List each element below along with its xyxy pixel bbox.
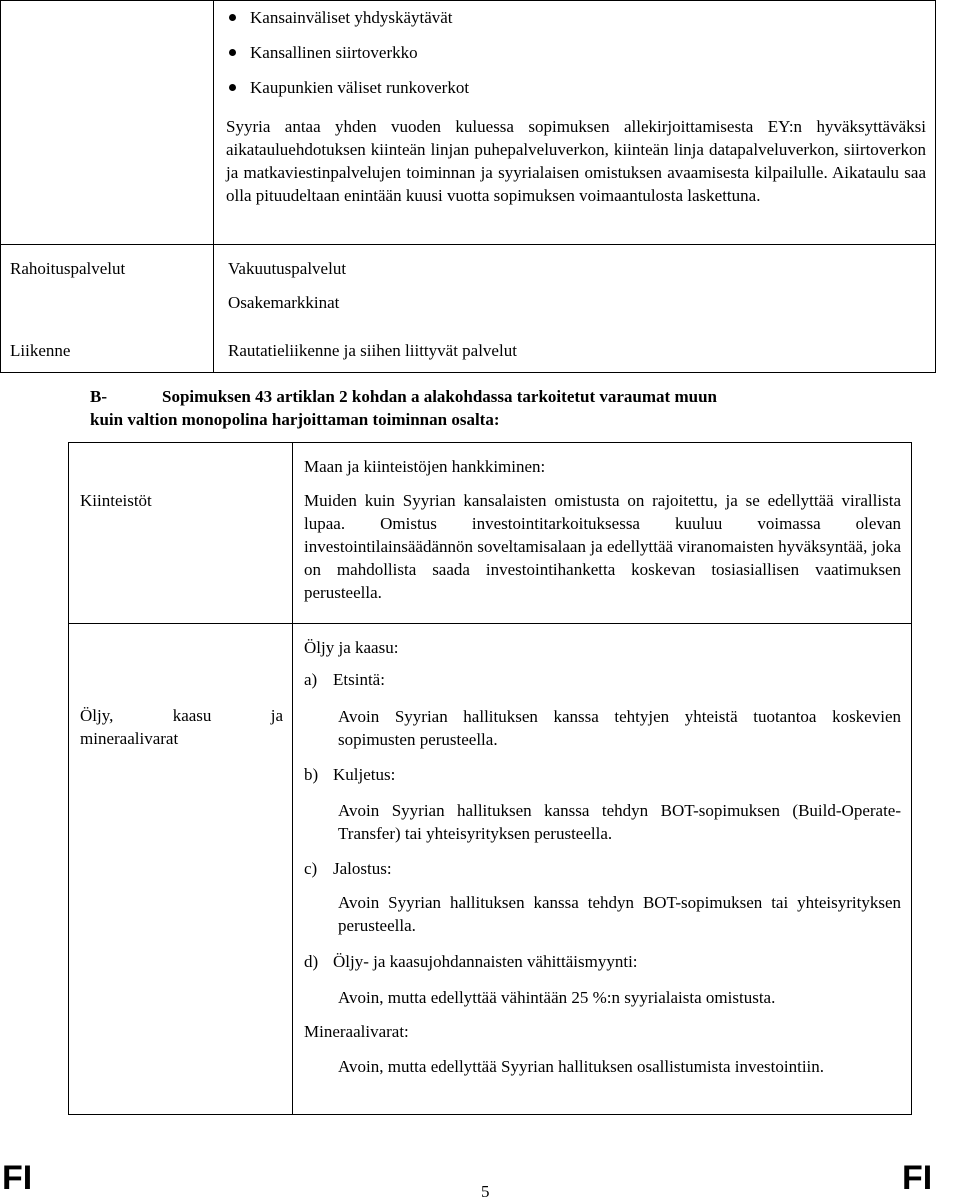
item-title-vahittaismyynti: Öljy- ja kaasujohdannaisten vähittäismyynti: (333, 952, 638, 971)
section-marker: B- (90, 387, 107, 406)
item-title-jalostus: Jalostus: (333, 859, 392, 878)
oil-gas-heading: Öljy ja kaasu: (304, 638, 399, 657)
row-item-rautatieliikenne: Rautatieliikenne ja siihen liittyvät palvelut (228, 341, 517, 360)
section-title-line1: Sopimuksen 43 artiklan 2 kohdan a alakohdassa tarkoitetut varaumat muun (162, 387, 717, 406)
item-letter-d: d) (304, 952, 319, 971)
row-label-oljy-line2: mineraalivarat (80, 729, 179, 748)
row-label-kiinteistot: Kiinteistöt (80, 491, 152, 510)
row-label-liikenne: Liikenne (10, 341, 71, 360)
row-item-osakemarkkinat: Osakemarkkinat (228, 293, 340, 312)
row-label-oljy-full (80, 704, 283, 727)
item-title-kuljetus: Kuljetus: (333, 765, 396, 784)
item-letter-c: c) (304, 859, 318, 878)
row-item-vakuutuspalvelut: Vakuutuspalvelut (228, 259, 347, 278)
row-label-oljy-line1: Öljy, kaasu ja (80, 706, 283, 725)
infrastructure-list (226, 6, 826, 111)
item-text-vahittaismyynti: Avoin, mutta edellyttää vähintään 25 %:n syyrialaista omistusta. (338, 988, 776, 1007)
footer-language-left: FI (2, 1159, 33, 1197)
item-text-jalostus: Avoin Syyrian hallituksen kanssa tehdyn BOT-sopimuksen tai yhteisyrityksen perusteella. (338, 893, 901, 935)
telecom-opening-paragraph: Syyria antaa yhden vuoden kuluessa sopimuksen allekirjoittamisesta EY:n hyväksyttäväksi aikatauluehdotuksen kiinteän linjan puhepalveluverkon, kiinteän linja datapalveluverkon, siirtoverkon ja matkaviestinpalvelujen toiminnan ja syyrialaisen omistuksen avaamisesta kilpailulle. Aikataulu saa olla pituudeltaan enintään kuusi vuotta sopimuksen voimaantulosta laskettuna. (226, 117, 926, 205)
list-item: Kansainväliset yhdyskäytävät (226, 6, 826, 41)
minerals-heading: Mineraalivarat: (304, 1022, 409, 1041)
section-title-line2: kuin valtion monopolina harjoittaman toiminnan osalta: (90, 410, 500, 429)
page-number: 5 (481, 1182, 490, 1201)
row-label-rahoituspalvelut: Rahoituspalvelut (10, 259, 126, 278)
land-acquisition-heading: Maan ja kiinteistöjen hankkiminen: (304, 457, 546, 476)
item-letter-b: b) (304, 765, 319, 784)
land-acquisition-text: Muiden kuin Syyrian kansalaisten omistusta on rajoitettu, ja se edellyttää virallista lupaa. Omistus investointitarkoituksessa kuuluu voimassa olevan investointilainsäädännön soveltamisalaan ja edellyttää viranomaisten hyväksyntää, joka on mahdollista saada investointihanketta koskevan tosiasiallisen vaatimuksen perusteella. (304, 491, 901, 602)
list-item: Kaupunkien väliset runkoverkot (226, 76, 826, 111)
item-title-etsinta: Etsintä: (333, 670, 385, 689)
list-item: Kansallinen siirtoverkko (226, 41, 826, 76)
item-text-kuljetus: Avoin Syyrian hallituksen kanssa tehdyn BOT-sopimuksen (Build-Operate-Transfer) tai yhteisyrityksen perusteella. (338, 801, 901, 843)
item-text-etsinta: Avoin Syyrian hallituksen kanssa tehtyjen yhteistä tuotantoa koskevien sopimusten perusteella. (338, 707, 901, 749)
footer-language-right: FI (902, 1159, 933, 1197)
item-letter-a: a) (304, 670, 318, 689)
minerals-text: Avoin, mutta edellyttää Syyrian hallituksen osallistumista investointiin. (338, 1057, 825, 1076)
